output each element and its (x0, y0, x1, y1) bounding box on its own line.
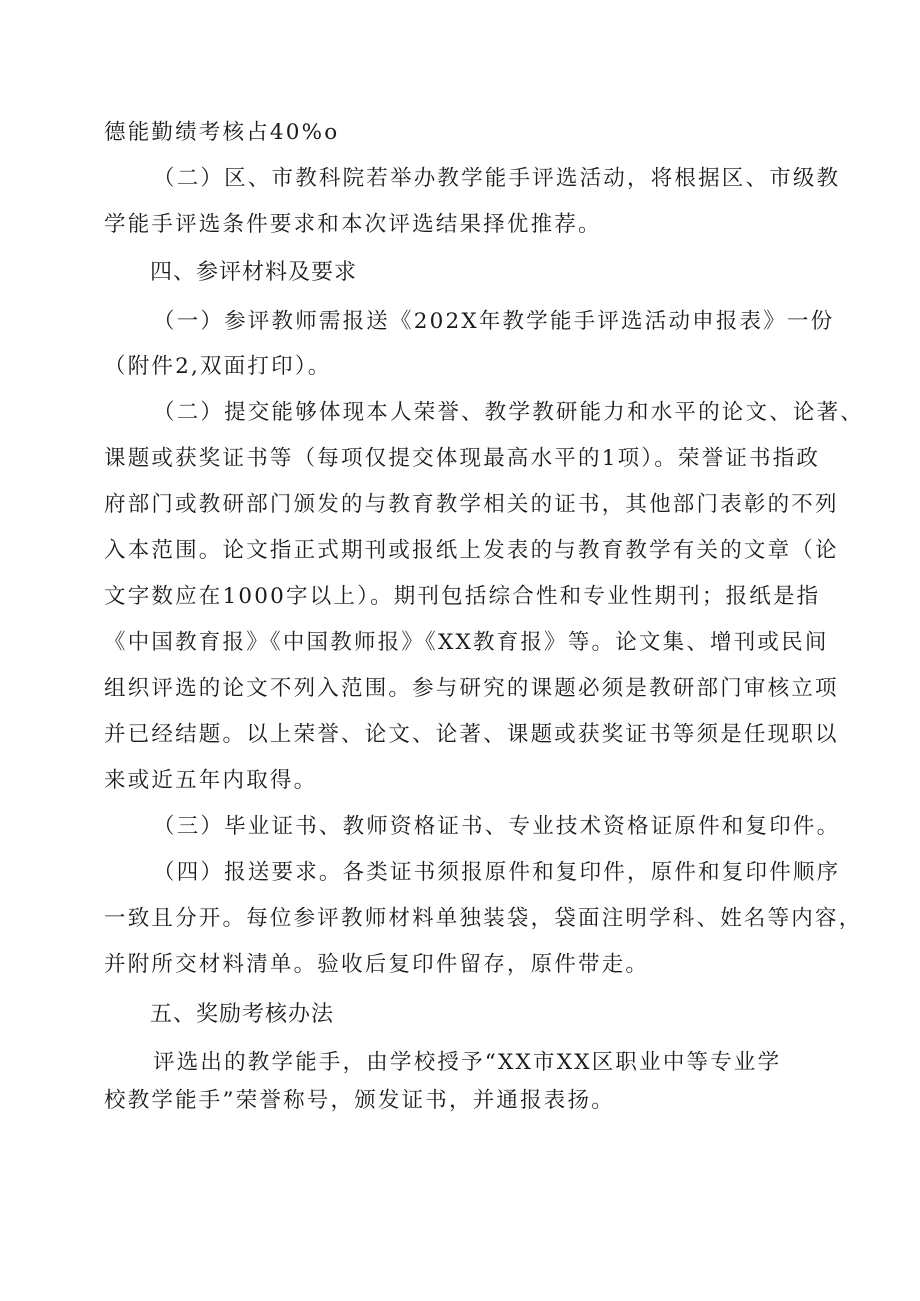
paragraph-line: 学能手评选条件要求和本次评选结果择优推荐。 (104, 212, 602, 237)
section-heading-4: 四、参评材料及要求 (150, 260, 358, 285)
paragraph-line: 组织评选的论文不列入范围。参与研究的课题必须是教研部门审核立项 (104, 676, 839, 701)
paragraph-line: 一致且分开。每位参评教师材料单独装袋，袋面注明学科、姓名等内容， (104, 906, 863, 931)
paragraph-line: （二）提交能够体现本人荣誉、教学教研能力和水平的论文、论著、 (153, 400, 865, 425)
paragraph-line: 来或近五年内取得。 (104, 768, 318, 793)
paragraph-line: （附件2,双面打印）。 (104, 354, 332, 379)
paragraph-line: 入本范围。论文指正式期刊或报纸上发表的与教育教学有关的文章（论 (104, 538, 839, 563)
paragraph-line: 德能勤绩考核占40%o (104, 120, 340, 145)
section-heading-5: 五、奖励考核办法 (150, 1002, 335, 1027)
paragraph-line: 课题或获奖证书等（每项仅提交体现最高水平的1项）。荣誉证书指政 (104, 446, 821, 471)
paragraph-line: 评选出的教学能手，由学校授予“XX市XX区职业中等专业学 (153, 1050, 782, 1075)
paragraph-line: 并附所交材料清单。验收后复印件留存，原件带走。 (104, 952, 650, 977)
paragraph-line: 府部门或教研部门颁发的与教育教学相关的证书，其他部门表彰的不列 (104, 492, 839, 517)
paragraph-line: （三）毕业证书、教师资格证书、专业技术资格证原件和复印件。 (153, 814, 841, 839)
paragraph-line: 并已经结题。以上荣誉、论文、论著、课题或获奖证书等须是任现职以 (104, 722, 839, 747)
paragraph-line: 文字数应在1000字以上）。期刊包括综合性和专业性期刊；报纸是指 (104, 584, 821, 609)
paragraph-line: （一）参评教师需报送《202X年教学能手评选活动申报表》一份 (153, 309, 835, 334)
paragraph-line: 《中国教育报》《中国教师报》《XX教育报》等。论文集、增刊或民间 (104, 630, 829, 655)
paragraph-line: （四）报送要求。各类证书须报原件和复印件，原件和复印件顺序 (153, 860, 841, 885)
paragraph-line: 校教学能手”荣誉称号，颁发证书，并通报表扬。 (104, 1088, 615, 1113)
paragraph-line: （二）区、市教科院若举办教学能手评选活动，将根据区、市级教 (153, 166, 841, 191)
